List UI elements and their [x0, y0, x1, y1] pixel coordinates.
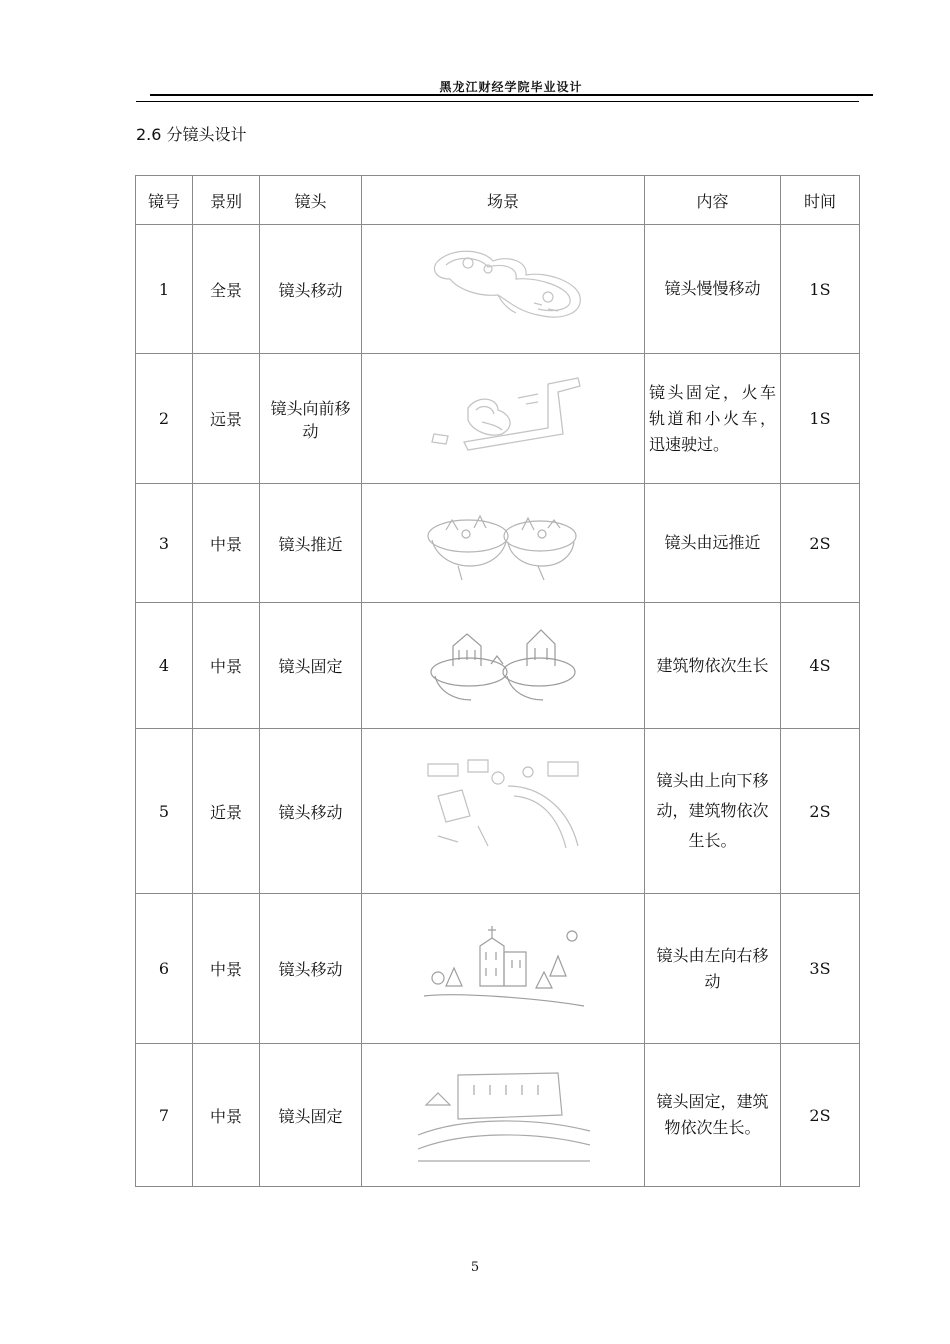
column-header-camera: 镜头: [260, 176, 362, 225]
cell-content: 镜头固定，建筑物依次生长。: [645, 1044, 781, 1187]
cell-shot-number: 7: [136, 1044, 193, 1187]
cell-time: 4S: [781, 603, 860, 729]
cell-shot-number: 6: [136, 894, 193, 1044]
cell-shot-number: 2: [136, 354, 193, 484]
cell-shot-size: 中景: [193, 484, 260, 603]
table-row: [136, 225, 860, 354]
cell-content: 镜头由上向下移动，建筑物依次生长。: [645, 729, 781, 894]
cell-shot-size: 近景: [193, 729, 260, 894]
section-title: 2.6 分镜头设计: [136, 125, 247, 144]
cell-content: 镜头固定，火车轨道和小火车， 迅速驶过。: [645, 354, 781, 484]
cell-camera: 镜头移动: [260, 894, 362, 1044]
cell-content: 镜头由远推近: [645, 484, 781, 603]
islands-buildings-sketch-icon: [423, 620, 583, 712]
train-track-sketch-icon: [398, 364, 608, 474]
storyboard-table: [135, 175, 860, 1187]
cell-content: 镜头慢慢移动: [645, 225, 781, 354]
cell-scene: [362, 354, 645, 484]
cell-shot-number: 4: [136, 603, 193, 729]
building-road-sketch-icon: [414, 1065, 592, 1165]
cell-shot-number: 5: [136, 729, 193, 894]
island-aerial-sketch-icon: [398, 239, 608, 339]
cell-shot-size: 中景: [193, 1044, 260, 1187]
cell-scene: [362, 1044, 645, 1187]
column-header-content: 内容: [645, 176, 781, 225]
cell-camera: 镜头移动: [260, 729, 362, 894]
column-header-time: 时间: [781, 176, 860, 225]
page-number: 5: [470, 1260, 480, 1275]
header-rule-thin: [136, 101, 859, 102]
cell-shot-size: 远景: [193, 354, 260, 484]
cell-content: 镜头由左向右移动: [645, 894, 781, 1044]
table-row: [136, 894, 860, 1044]
table-row: [136, 729, 860, 894]
table-row: [136, 484, 860, 603]
cell-shot-size: 中景: [193, 603, 260, 729]
cell-scene: [362, 894, 645, 1044]
cell-time: 1S: [781, 354, 860, 484]
header-rule-thick: [150, 94, 873, 96]
cell-scene: [362, 225, 645, 354]
table-row: [136, 1044, 860, 1187]
table-row: [136, 354, 860, 484]
table-header-row: [136, 176, 860, 225]
cell-shot-number: 3: [136, 484, 193, 603]
cell-scene: [362, 729, 645, 894]
cell-camera: 镜头移动: [260, 225, 362, 354]
cell-camera: 镜头固定: [260, 1044, 362, 1187]
cell-time: 1S: [781, 225, 860, 354]
cell-shot-number: 1: [136, 225, 193, 354]
cell-scene: [362, 603, 645, 729]
cell-time: 2S: [781, 1044, 860, 1187]
column-header-shot-size: 景别: [193, 176, 260, 225]
cell-shot-size: 全景: [193, 225, 260, 354]
table-row: [136, 603, 860, 729]
cell-shot-size: 中景: [193, 894, 260, 1044]
town-topdown-sketch-icon: [418, 756, 588, 866]
twin-islands-sketch-icon: [418, 500, 588, 586]
column-header-shot-number: 镜号: [136, 176, 193, 225]
cell-camera: 镜头固定: [260, 603, 362, 729]
cell-camera: 镜头向前移动: [260, 354, 362, 484]
cell-time: 3S: [781, 894, 860, 1044]
cell-content: 建筑物依次生长: [645, 603, 781, 729]
cell-time: 2S: [781, 729, 860, 894]
cell-camera: 镜头推近: [260, 484, 362, 603]
cell-time: 2S: [781, 484, 860, 603]
column-header-scene: 场景: [362, 176, 645, 225]
header-title: 黑龙江财经学院毕业设计: [439, 80, 583, 94]
castle-trees-sketch-icon: [416, 916, 590, 1022]
cell-scene: [362, 484, 645, 603]
